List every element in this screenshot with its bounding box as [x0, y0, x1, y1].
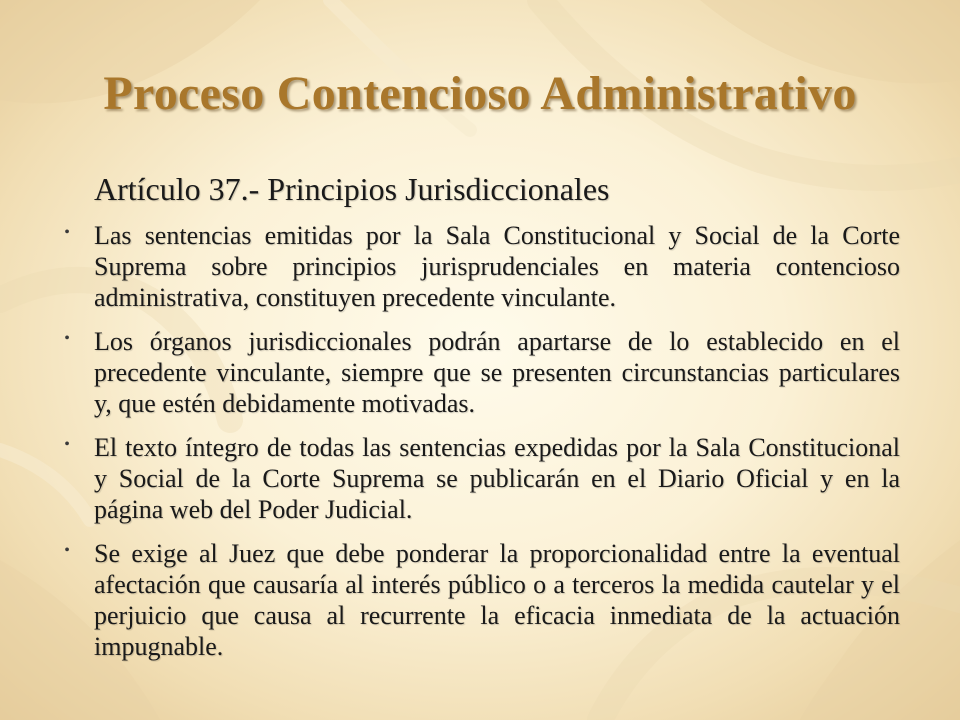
- bullet-text: Los órganos jurisdiccionales podrán apartarse de lo establecido en el precedente vinculante, siempre que se presenten circunstancias particulares y, que estén debidamente motivadas.: [94, 327, 900, 418]
- bullet-dot-icon: •: [64, 542, 70, 559]
- bullet-dot-icon: •: [64, 330, 70, 347]
- bullet-text: Las sentencias emitidas por la Sala Constitucional y Social de la Corte Suprema sobre principios jurisprudenciales en materia contencioso administrativa, constituyen precedente vinculante.: [94, 221, 900, 312]
- article-heading: Artículo 37.- Principios Jurisdiccionales: [94, 171, 610, 207]
- bullet-dot-icon: •: [64, 224, 70, 241]
- bullet-text: El texto íntegro de todas las sentencias expedidas por la Sala Constitucional y Social de la Corte Suprema se publicarán en el Diario Oficial y en la página web del Poder Judicial.: [94, 433, 900, 524]
- bullet-item: [60, 432, 900, 525]
- bullet-item: [60, 220, 900, 313]
- slide-title: Proceso Contencioso Administrativo: [103, 67, 857, 120]
- bullet-item: [60, 326, 900, 419]
- bullet-text: Se exige al Juez que debe ponderar la proporcionalidad entre la eventual afectación que causaría al interés público o a terceros la medida cautelar y el perjuicio que causa al recurrente la eficacia inmediata de la actuación impugnable.: [94, 539, 900, 661]
- bullet-list: [60, 220, 900, 675]
- bullet-item: [60, 538, 900, 662]
- bullet-dot-icon: •: [64, 436, 70, 453]
